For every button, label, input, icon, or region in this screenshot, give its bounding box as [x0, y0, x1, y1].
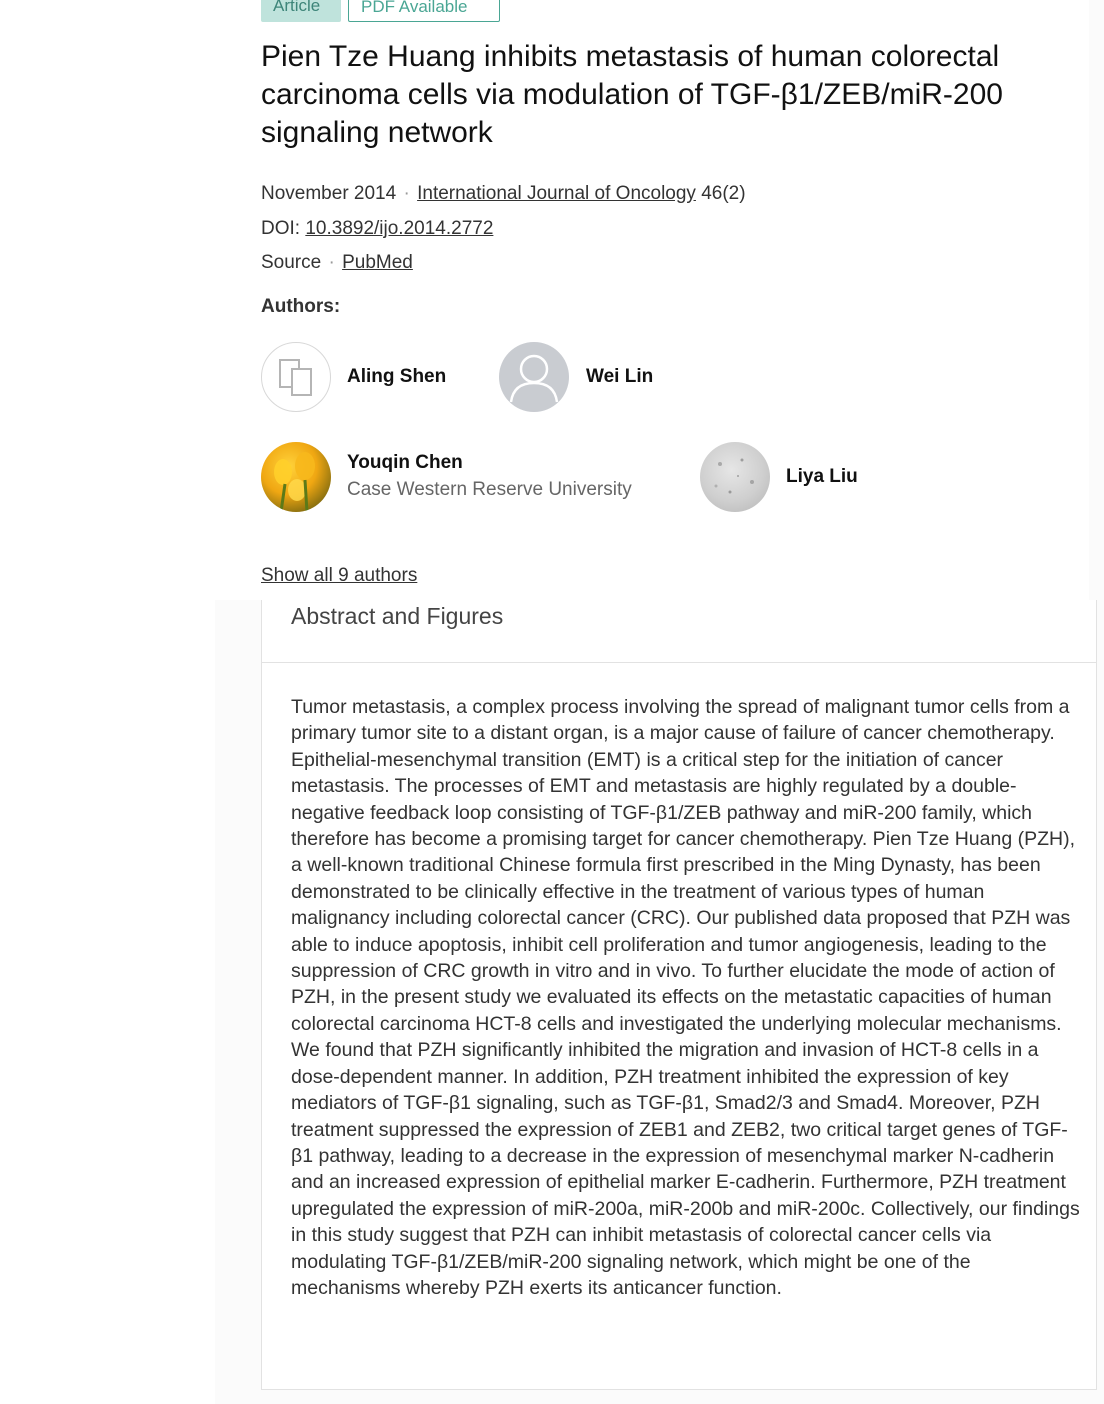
- authors-heading: Authors:: [261, 296, 341, 317]
- abstract-heading: Abstract and Figures: [291, 603, 504, 629]
- author-name-liya-liu[interactable]: Liya Liu: [786, 466, 858, 487]
- placeholder-logo-icon: [262, 343, 330, 411]
- publication-meta-line: [261, 182, 746, 206]
- tulips-photo-icon: [261, 442, 331, 512]
- author-avatar-youqin-chen[interactable]: [261, 442, 331, 512]
- author-name-wei-lin[interactable]: Wei Lin: [586, 366, 654, 387]
- journal-link[interactable]: International Journal of Oncology: [417, 183, 696, 204]
- show-all-authors-link[interactable]: Show all 9 authors: [261, 565, 418, 586]
- journal-volume: 46(2): [701, 183, 746, 204]
- author-institution-youqin-chen: Case Western Reserve University: [347, 479, 632, 500]
- source-link[interactable]: PubMed: [342, 252, 413, 273]
- abstract-card: [261, 600, 1097, 1390]
- meta-separator: ·: [328, 252, 335, 273]
- author-avatar-liya-liu[interactable]: [700, 442, 770, 512]
- article-badge: Article: [261, 0, 341, 22]
- abstract-text: Tumor metastasis, a complex process involving the spread of malignant tumor cells from a primary tumor site to a distant organ, is a major cause of failure of cancer chemotherapy. Epithelial-mesenchymal transition (EMT) is a critical step for the initiation of cancer metastasis. The processes of EMT and metastasis are highly regulated by a double-negative feedback loop consisting of TGF-β1/ZEB pathway and miR-200 family, which therefore has become a promising target for cancer chemotherapy. Pien Tze Huang (PZH), a well-known traditional Chinese formula first prescribed in the Ming Dynasty, has been demonstrated to be clinically effective in the treatment of various types of human malignancy including colorectal cancer (CRC). Our published data proposed that PZH was able to induce apoptosis, inhibit cell proliferation and tumor angiogenesis, leading to the suppression of CRC growth in vitro and in vivo. To further elucidate the mode of action of PZH, in the present study we evaluated its effects on the metastatic capacities of human colorectal carcinoma HCT-8 cells and investigated the underlying molecular mechanisms. We found that PZH significantly inhibited the migration and invasion of HCT-8 cells in a dose-dependent manner. In addition, PZH treatment inhibited the expression of key mediators of TGF-β1 signaling, such as TGF-β1, Smad2/3 and Smad4. Moreover, PZH treatment suppressed the expression of ZEB1 and ZEB2, two critical target genes of TGF-β1 pathway, leading to a decrease in the expression of mesenchymal marker N-cadherin and an increased expression of epithelial marker E-cadherin. Furthermore, PZH treatment upregulated the expression of miR-200a, miR-200b and miR-200c. Collectively, our findings in this study suggest that PZH can inhibit metastasis of colorectal cancer cells via modulating TGF-β1/ZEB/miR-200 signaling network, which might be one of the mechanisms whereby PZH exerts its anticancer function.: [291, 696, 1080, 1299]
- author-avatar-aling-shen[interactable]: [261, 342, 331, 412]
- left-gutter: [0, 0, 215, 1404]
- author-name-youqin-chen[interactable]: Youqin Chen: [347, 452, 463, 473]
- meta-separator: ·: [403, 183, 410, 204]
- source-label: Source: [261, 252, 322, 273]
- publication-title: Pien Tze Huang inhibits metastasis of human colorectal carcinoma cells via modulation of TGF-β1/ZEB/miR-200 signaling network: [261, 40, 1003, 149]
- author-name-aling-shen[interactable]: Aling Shen: [347, 366, 447, 387]
- doi-link[interactable]: 10.3892/ijo.2014.2772: [305, 218, 494, 239]
- texture-photo-icon: [700, 442, 770, 512]
- author-avatar-wei-lin[interactable]: [499, 342, 569, 412]
- doi-line: [261, 217, 493, 241]
- default-user-icon: [499, 342, 569, 412]
- source-line: [261, 251, 413, 275]
- pdf-available-badge[interactable]: PDF Available: [348, 0, 500, 22]
- doi-label: DOI:: [261, 218, 301, 239]
- divider: [262, 662, 1096, 663]
- publication-date: November 2014: [261, 183, 397, 204]
